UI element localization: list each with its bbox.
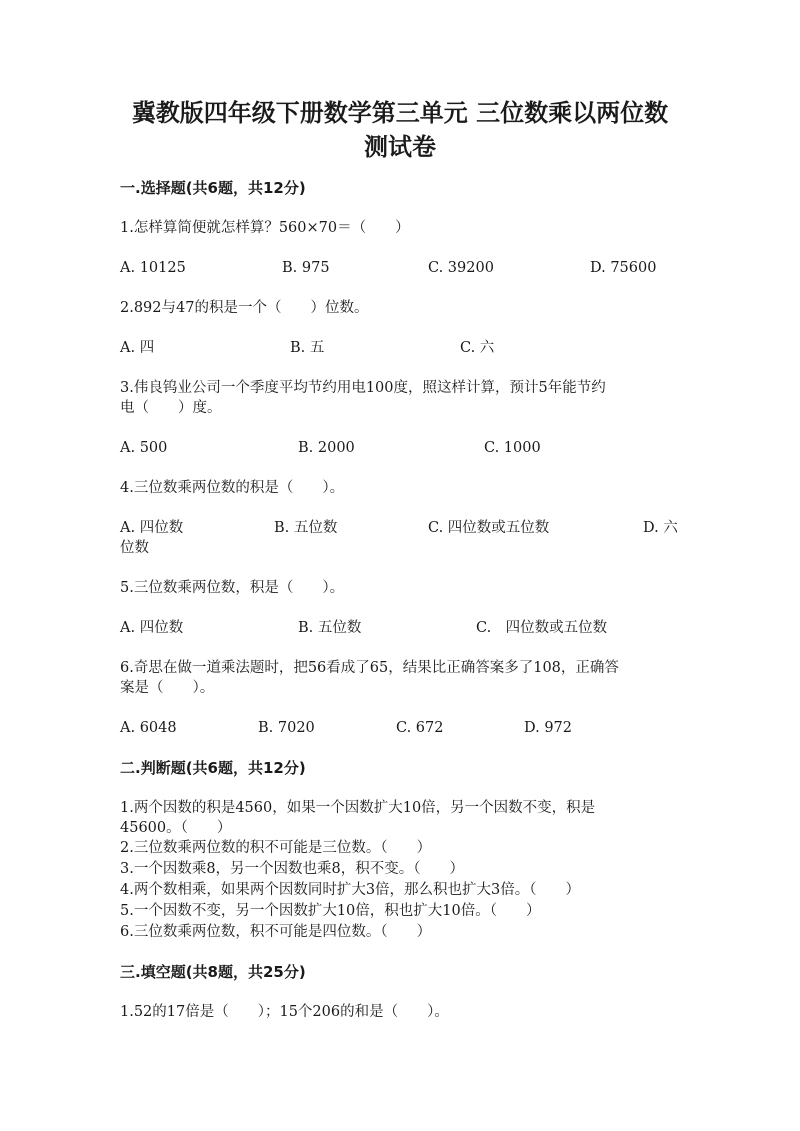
judge-5: 5.一个因数不变，另一个因数扩大10倍，积也扩大10倍。（ ） (120, 903, 541, 919)
option-4a: A. 四位数 (120, 520, 184, 536)
option-2b: B. 五 (290, 340, 325, 356)
title-line-1: 冀教版四年级下册数学第三单元 三位数乘以两位数 (131, 99, 669, 127)
option-6c: C. 672 (396, 720, 444, 736)
option-5b: B. 五位数 (298, 620, 362, 636)
judge-3: 3.一个因数乘8，另一个因数也乘8，积不变。（ ） (120, 861, 465, 877)
option-5c: C. 四位数或五位数 (476, 620, 608, 636)
option-5a: A. 四位数 (120, 620, 184, 636)
option-3a: A. 500 (120, 440, 168, 456)
option-1b: B. 975 (282, 260, 330, 276)
option-6b: B. 7020 (258, 720, 315, 736)
title-line-2: 测试卷 (364, 133, 436, 161)
question-3-line-1: 3.伟良钨业公司一个季度平均节约用电100度，照这样计算，预计5年能节约 (120, 380, 606, 396)
option-1d: D. 75600 (590, 260, 657, 276)
option-6a: A. 6048 (120, 720, 177, 736)
option-6d: D. 972 (524, 720, 573, 736)
question-4: 4.三位数乘两位数的积是（ ）。 (120, 480, 345, 496)
option-3c: C. 1000 (484, 440, 541, 456)
option-3b: B. 2000 (298, 440, 355, 456)
option-1a: A. 10125 (120, 260, 186, 276)
question-3-line-2: 电（ ）度。 (120, 400, 222, 416)
judge-4: 4.两个数相乘，如果两个因数同时扩大3倍，那么积也扩大3倍。（ ） (120, 882, 581, 898)
option-4b: B. 五位数 (274, 520, 338, 536)
fill-1: 1.52的17倍是（ ）；15个206的和是（ ）。 (120, 1004, 449, 1020)
option-2c: C. 六 (460, 340, 495, 356)
judge-2: 2.三位数乘两位数的积不可能是三位数。（ ） (120, 840, 432, 856)
question-1: 1.怎样算简便就怎样算？560×70＝（ ） (120, 220, 410, 236)
judge-1-line-2: 45600。（ ） (120, 820, 232, 836)
option-4d-wrap: 位数 (120, 540, 149, 556)
question-5: 5.三位数乘两位数，积是（ ）。 (120, 580, 345, 596)
option-4c: C. 四位数或五位数 (428, 520, 550, 536)
section-heading-choice: 一.选择题(共6题，共12分) (120, 179, 306, 197)
option-2a: A. 四 (120, 340, 155, 356)
page-title (60, 96, 740, 164)
question-6-line-1: 6.奇思在做一道乘法题时，把56看成了65，结果比正确答案多了108，正确答 (120, 660, 619, 676)
judge-1-line-1: 1.两个因数的积是4560，如果一个因数扩大10倍，另一个因数不变，积是 (120, 800, 596, 816)
option-4d: D. 六 (643, 520, 678, 536)
section-heading-fill: 三.填空题(共8题，共25分) (120, 963, 306, 981)
section-heading-judge: 二.判断题(共6题，共12分) (120, 759, 306, 777)
question-6-line-2: 案是（ ）。 (120, 680, 215, 696)
judge-6: 6.三位数乘两位数，积不可能是四位数。（ ） (120, 924, 432, 940)
question-2: 2.892与47的积是一个（ ）位数。 (120, 300, 369, 316)
option-1c: C. 39200 (428, 260, 494, 276)
